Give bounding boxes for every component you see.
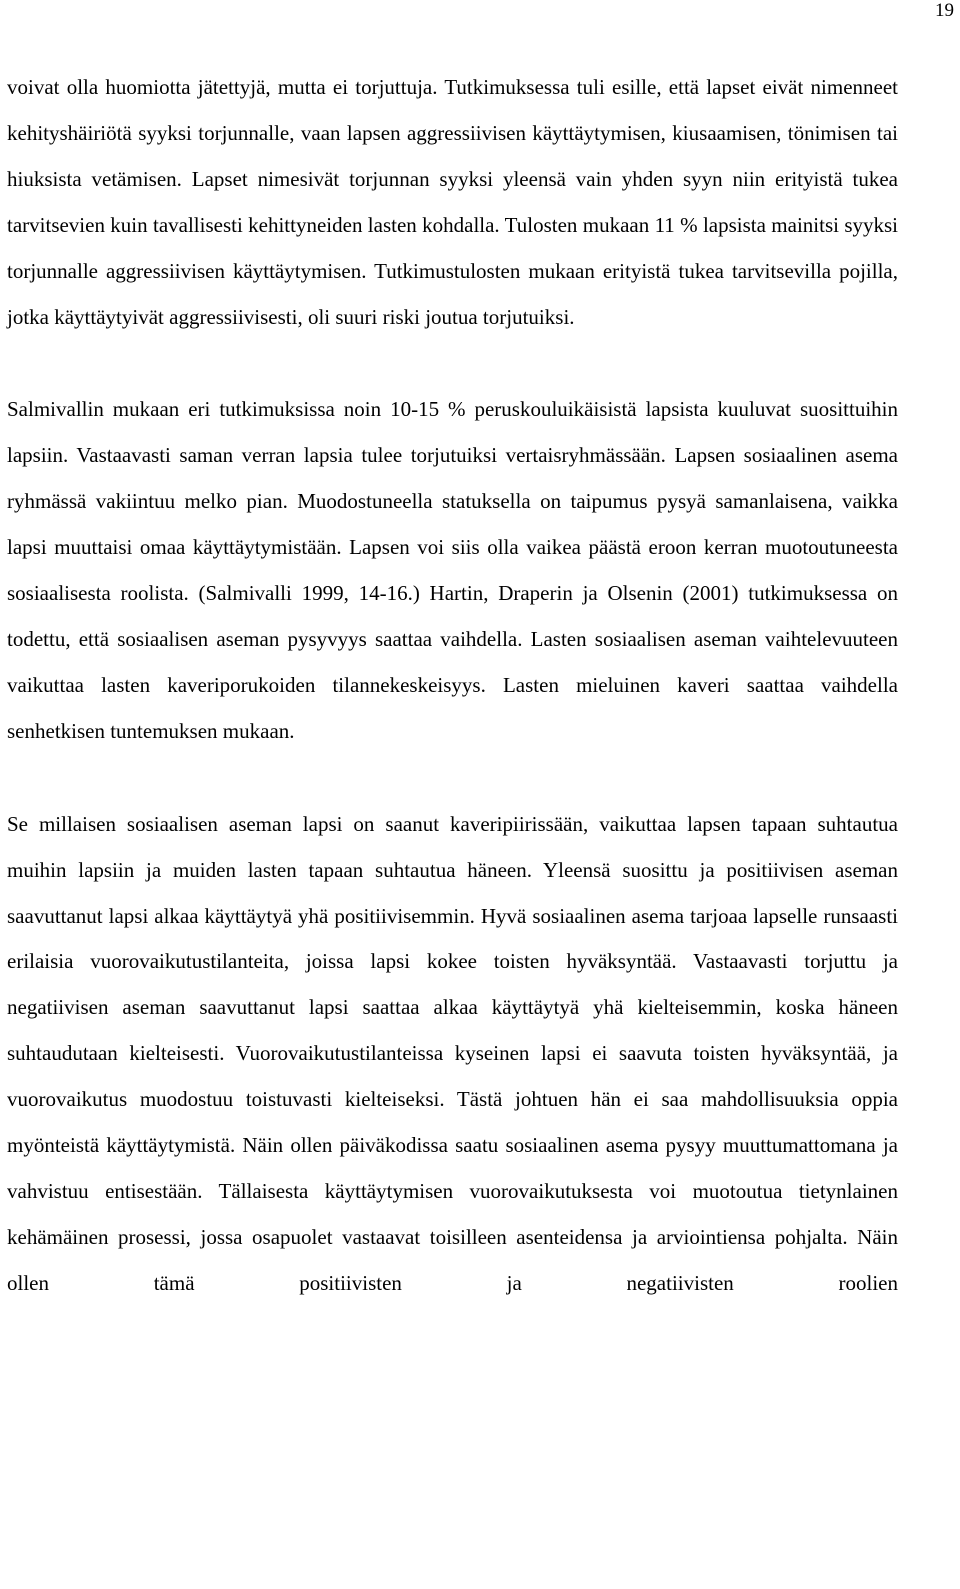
paragraph-status-feedback-cycle: Se millaisen sosiaalisen aseman lapsi on saanut kaveripiirissään, vaikuttaa lapsen tapaan suhtautua muihin lapsiin ja muiden lasten tapaan suhtautua häneen. Yleensä suosittu ja positiivisen aseman saavuttanut lapsi alkaa käyttäytyä yhä positiivisemmin. Hyvä sosiaalinen asema tarjoaa lapselle runsaasti erilaisia vuorovaikutustilanteita, joissa lapsi kokee toisten hyväksyntää. Vastaavasti torjuttu ja negatiivisen aseman saavuttanut lapsi saattaa alkaa käyttäytyä yhä kielteisemmin, koska häneen suhtaudutaan kielteisesti. Vuorovaikutustilanteissa kyseinen lapsi ei saavuta toisten hyväksyntää, ja vuorovaikutus muodostuu toistuvasti kielteiseksi. Tästä johtuen hän ei saa mahdollisuuksia oppia myönteistä käyttäytymistä. Näin ollen päiväkodissa saatu sosiaalinen asema pysyy muuttumattomana ja vahvistuu entisestään. Tällaisesta käyttäytymisen vuorovaikutuksesta voi muotoutua tietynlainen kehämäinen prosessi, jossa osapuolet vastaavat toisilleen asenteidensa ja arviointiensa pohjalta. Näin ollen tämä positiivisten ja negatiivisten roolien [7, 811, 898, 1295]
paragraph-rejection-causes: voivat olla huomiotta jätettyjä, mutta ei torjuttuja. Tutkimuksessa tuli esille, että lapset eivät nimenneet kehityshäiriötä syyksi torjunnalle, vaan lapsen aggressiivisen käyttäytymisen, kiusaamisen, tönimisen tai hiuksista vetämisen. Lapset nimesivät torjunnan syyksi yleensä vain yhden syyn niin erityistä tukea tarvitsevien kuin tavallisesti kehittyneiden lasten kohdalla. Tulosten mukaan 11 % lapsista mainitsi syyksi torjunnalle aggressiivisen käyttäytymisen. Tutkimustulosten mukaan erityistä tukea tarvitsevilla pojilla, jotka käyttäytyivät aggressiivisesti, oli suuri riski joutua torjutuiksi. [7, 75, 898, 329]
page-number: 19 [935, 0, 954, 21]
paragraph-social-status-stability: Salmivallin mukaan eri tutkimuksissa noin 10-15 % peruskouluikäisistä lapsista kuuluvat suosittuihin lapsiin. Vastaavasti saman verran lapsia tulee torjutuiksi vertaisryhmässään. Lapsen sosiaalinen asema ryhmässä vakiintuu melko pian. Muodostuneella statuksella on taipumus pysyä samanlaisena, vaikka lapsi muuttaisi omaa käyttäytymistään. Lapsen voi siis olla vaikea päästä eroon kerran muotoutuneesta sosiaalisesta roolista. (Salmivalli 1999, 14-16.) Hartin, Draperin ja Olsenin (2001) tutkimuksessa on todettu, että sosiaalisen aseman pysyvyys saattaa vaihdella. Lasten sosiaalisen aseman vaihtelevuuteen vaikuttaa lasten kaveriporukoiden tilannekeskeisyys. Lasten mieluinen kaveri saattaa vaihdella senhetkisen tuntemuksen mukaan. [7, 397, 898, 743]
document-body [7, 65, 898, 1307]
